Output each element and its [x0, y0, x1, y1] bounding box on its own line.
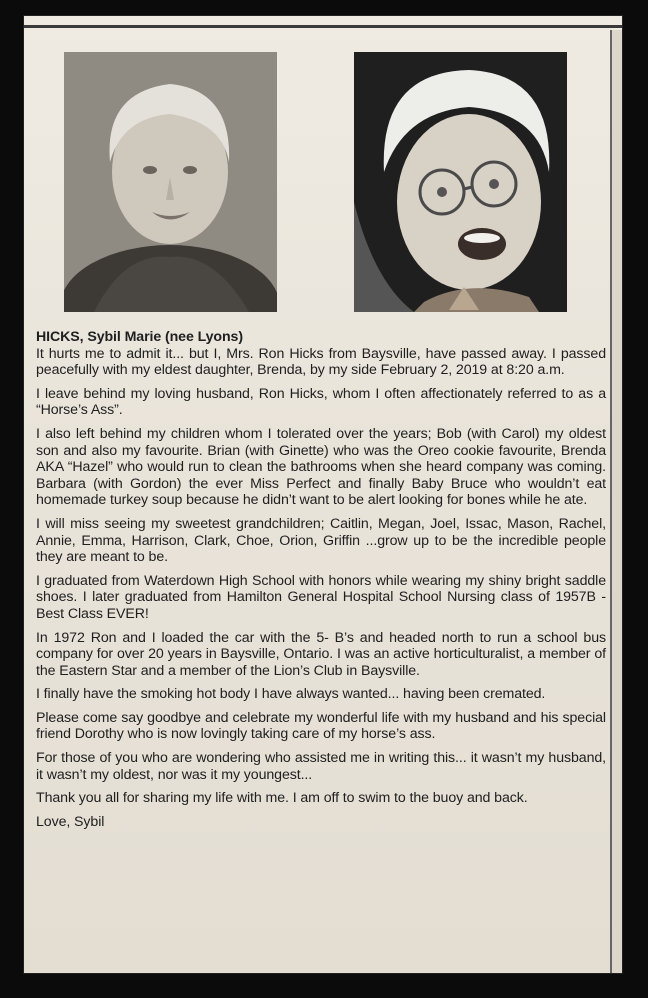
paragraph-7: I finally have the smoking hot body I have always wanted... having been cremated. [36, 686, 546, 703]
paragraph-2: I leave behind my loving husband, Ron Hicks, whom I often affectionately referred to as a “Horse’s Ass”. [36, 385, 606, 419]
portrait-smiling-image [64, 52, 277, 312]
paragraph-5: I graduated from Waterdown High School with honors while wearing my shiny bright saddle shoes. I later graduated from Hamilton General Hospital School Nursing class of 1957B - Best Class EVER! [36, 572, 606, 622]
newspaper-clipping [24, 16, 622, 973]
adjacent-column-edge [610, 30, 622, 973]
top-rule [24, 25, 622, 28]
obituary-headline: HICKS, Sybil Marie (nee Lyons) [36, 329, 243, 345]
paragraph-6: In 1972 Ron and I loaded the car with the 5- B’s and headed north to run a school bus company for over 20 years in Baysville, Ontario. I was an active horticulturalist, a member of the Eastern Star and a member of the Lion’s Club in Baysville. [36, 629, 606, 679]
obituary-article [36, 329, 606, 837]
paragraph-3: I also left behind my children whom I tolerated over the years; Bob (with Carol) my oldest son and also my favourite. Brian (with Ginette) who was the Oreo cookie favourite, Brenda AKA “Hazel” who would run to clean the bathrooms when she heard company was coming. Barbara (with Gordon) the ever Miss Perfect and finally Baby Bruce who wouldn’t eat homemade turkey soup because he didn’t want to be alert looking for bones while he ate. [36, 425, 606, 509]
paragraph-10: Thank you all for sharing my life with me. I am off to swim to the buoy and back. [36, 790, 528, 807]
signature-line: Love, Sybil [36, 813, 105, 830]
paragraph-1: It hurts me to admit it... but I, Mrs. Ron Hicks from Baysville, have passed away. I passed peacefully with my eldest daughter, Brenda, by my side February 2, 2019 at 8:20 a.m. [36, 345, 606, 379]
portrait-photo-funny-face [354, 52, 567, 312]
portrait-photo-smiling [64, 52, 277, 312]
paragraph-9: For those of you who are wondering who assisted me in writing this... it wasn’t my husband, it wasn’t my oldest, nor was it my youngest... [36, 750, 606, 783]
portrait-funny-face-image [354, 52, 567, 312]
paragraph-4: I will miss seeing my sweetest grandchildren; Caitlin, Megan, Joel, Issac, Mason, Rachel, Annie, Emma, Harrison, Clark, Choe, Orion, Griffin ...grow up to be the incredible people they are meant to be. [36, 515, 606, 566]
paragraph-8: Please come say goodbye and celebrate my wonderful life with my husband and his special friend Dorothy who is now lovingly taking care of my horse’s ass. [36, 709, 606, 743]
obituary-intro [36, 329, 606, 379]
